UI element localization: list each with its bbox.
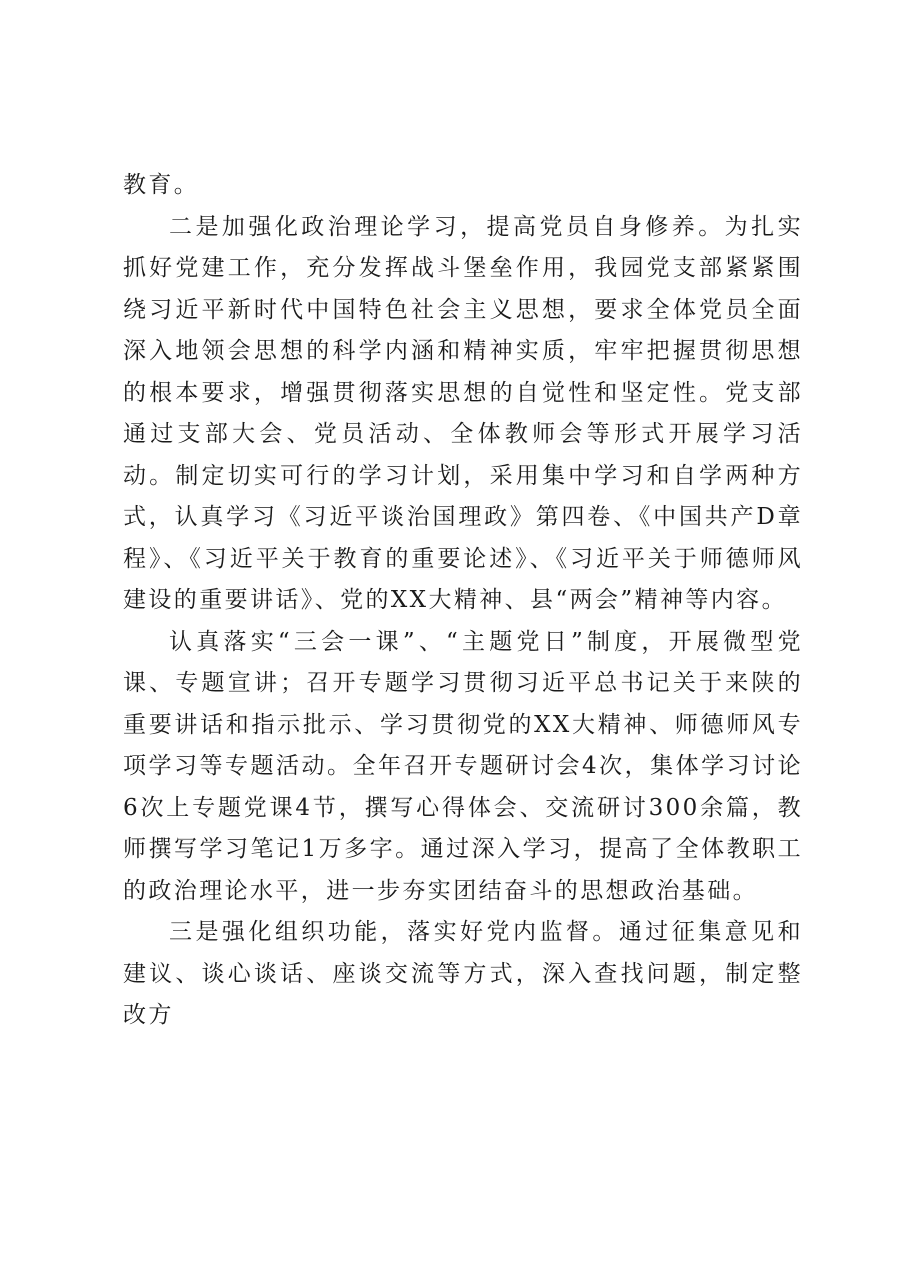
paragraph-4: 三是强化组织功能，落实好党内监督。通过征集意见和建议、谈心谈话、座谈交流等方式，深入查找问题，制定整改方	[123, 919, 803, 1028]
document-body	[123, 165, 803, 1037]
paragraph-2: 二是加强化政治理论学习，提高党员自身修养。为扎实抓好党建工作，充分发挥战斗堡垒作用，我园党支部紧紧围绕习近平新时代中国特色社会主义思想，要求全体党员全面深入地领会思想的科学内涵和精神实质，牢牢把握贯彻思想的根本要求，增强贯彻落实思想的自觉性和坚定性。党支部通过支部大会、党员活动、全体教师会等形式开展学习活动。制定切实可行的学习计划，采用集中学习和自学两种方式，认真学习《习近平谈治国理政》第四卷、《中国共产D章程》、《习近平关于教育的重要论述》、《习近平关于师德师风建设的重要讲话》、党的XX大精神、县“两会”精神等内容。	[123, 213, 803, 613]
paragraph-1: 教育。	[123, 172, 200, 198]
paragraph-3: 认真落实“三会一课”、“主题党日”制度，开展微型党课、专题宣讲；召开专题学习贯彻习近平总书记关于来陕的重要讲话和指示批示、学习贯彻党的XX大精神、师德师风专项学习等专题活动。全年召开专题研讨会4次，集体学习讨论6次上专题党课4节，撰写心得体会、交流研讨300余篇，教师撰写学习笔记1万多字。通过深入学习，提高了全体教职工的政治理论水平，进一步夯实团结奋斗的思想政治基础。	[123, 628, 803, 904]
